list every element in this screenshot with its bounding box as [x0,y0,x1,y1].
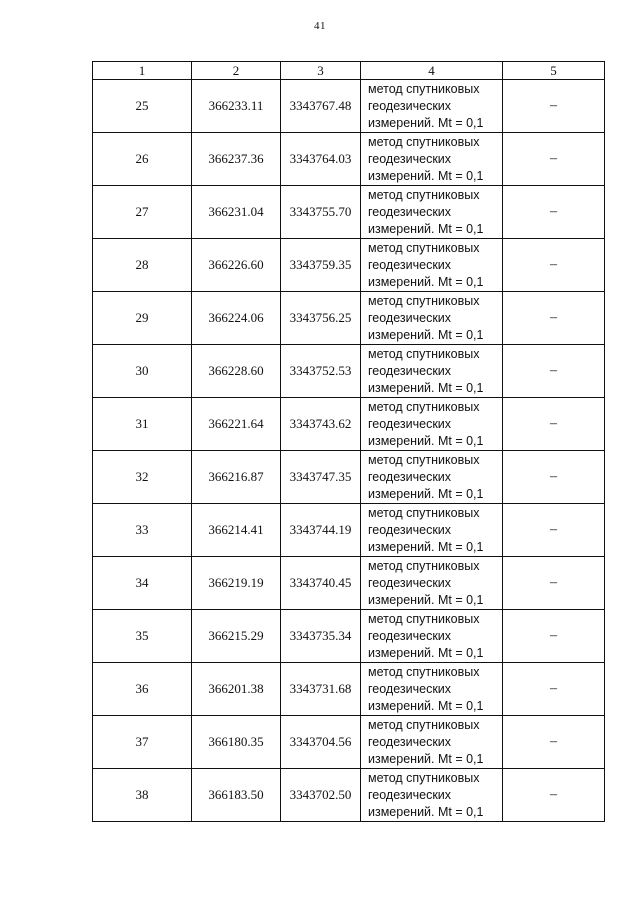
x-coordinate-cell: 366224.06 [192,292,281,345]
point-number-cell: 30 [93,345,192,398]
point-number-cell: 37 [93,716,192,769]
note-cell: – [503,769,605,822]
method-line: измерений. Mt = 0,1 [368,274,484,289]
table-row [93,186,605,239]
method-cell [361,557,503,610]
method-cell [361,504,503,557]
point-number-cell: 33 [93,504,192,557]
note-cell: – [503,610,605,663]
x-coordinate-cell: 366180.35 [192,716,281,769]
point-number-cell: 25 [93,80,192,133]
point-number-cell: 28 [93,239,192,292]
table-header-row [93,62,605,80]
column-header: 2 [192,62,281,80]
method-cell [361,398,503,451]
method-line: метод спутниковых [368,240,480,255]
method-line: геодезических [368,204,452,219]
x-coordinate-cell: 366237.36 [192,133,281,186]
note-cell: – [503,292,605,345]
x-coordinate-cell: 366216.87 [192,451,281,504]
x-coordinate-cell: 366183.50 [192,769,281,822]
note-cell: – [503,716,605,769]
note-cell: – [503,345,605,398]
table-row [93,663,605,716]
method-cell [361,186,503,239]
table-row [93,451,605,504]
method-line: геодезических [368,681,452,696]
y-coordinate-cell: 3343702.50 [281,769,361,822]
x-coordinate-cell: 366214.41 [192,504,281,557]
column-header: 5 [503,62,605,80]
note-cell: – [503,451,605,504]
method-line: метод спутниковых [368,187,480,202]
column-header: 1 [93,62,192,80]
method-cell [361,716,503,769]
method-cell [361,239,503,292]
method-line: измерений. Mt = 0,1 [368,486,484,501]
point-number-cell: 34 [93,557,192,610]
x-coordinate-cell: 366215.29 [192,610,281,663]
table-row [93,769,605,822]
x-coordinate-cell: 366221.64 [192,398,281,451]
x-coordinate-cell: 366228.60 [192,345,281,398]
method-line: геодезических [368,575,452,590]
table-row [93,398,605,451]
note-cell: – [503,504,605,557]
point-number-cell: 26 [93,133,192,186]
x-coordinate-cell: 366201.38 [192,663,281,716]
y-coordinate-cell: 3343767.48 [281,80,361,133]
point-number-cell: 38 [93,769,192,822]
table-row [93,292,605,345]
note-cell: – [503,239,605,292]
method-line: метод спутниковых [368,611,480,626]
method-line: геодезических [368,310,452,325]
method-line: метод спутниковых [368,770,480,785]
method-cell [361,292,503,345]
table-row [93,716,605,769]
method-line: измерений. Mt = 0,1 [368,433,484,448]
coordinates-table [92,61,605,822]
x-coordinate-cell: 366233.11 [192,80,281,133]
method-line: геодезических [368,257,452,272]
note-cell: – [503,186,605,239]
table-row [93,345,605,398]
method-cell [361,769,503,822]
page-number: 41 [314,20,326,32]
y-coordinate-cell: 3343752.53 [281,345,361,398]
method-line: измерений. Mt = 0,1 [368,804,484,819]
note-cell: – [503,80,605,133]
y-coordinate-cell: 3343747.35 [281,451,361,504]
method-line: геодезических [368,151,452,166]
column-header: 4 [361,62,503,80]
note-cell: – [503,133,605,186]
y-coordinate-cell: 3343740.45 [281,557,361,610]
y-coordinate-cell: 3343743.62 [281,398,361,451]
x-coordinate-cell: 366231.04 [192,186,281,239]
point-number-cell: 29 [93,292,192,345]
y-coordinate-cell: 3343755.70 [281,186,361,239]
method-line: измерений. Mt = 0,1 [368,168,484,183]
method-line: метод спутниковых [368,452,480,467]
method-line: измерений. Mt = 0,1 [368,115,484,130]
method-line: геодезических [368,628,452,643]
method-line: геодезических [368,363,452,378]
method-line: геодезических [368,734,452,749]
method-line: измерений. Mt = 0,1 [368,221,484,236]
y-coordinate-cell: 3343756.25 [281,292,361,345]
table-body [93,80,605,822]
point-number-cell: 27 [93,186,192,239]
method-line: геодезических [368,98,452,113]
point-number-cell: 32 [93,451,192,504]
method-line: метод спутниковых [368,81,480,96]
x-coordinate-cell: 366226.60 [192,239,281,292]
y-coordinate-cell: 3343704.56 [281,716,361,769]
table-row [93,557,605,610]
method-line: измерений. Mt = 0,1 [368,380,484,395]
note-cell: – [503,398,605,451]
method-line: геодезических [368,787,452,802]
note-cell: – [503,557,605,610]
table-row [93,610,605,663]
method-line: метод спутниковых [368,717,480,732]
point-number-cell: 35 [93,610,192,663]
y-coordinate-cell: 3343744.19 [281,504,361,557]
method-line: геодезических [368,522,452,537]
point-number-cell: 31 [93,398,192,451]
y-coordinate-cell: 3343735.34 [281,610,361,663]
method-cell [361,133,503,186]
method-line: измерений. Mt = 0,1 [368,539,484,554]
method-cell [361,663,503,716]
method-line: измерений. Mt = 0,1 [368,698,484,713]
y-coordinate-cell: 3343764.03 [281,133,361,186]
method-cell [361,80,503,133]
method-line: метод спутниковых [368,505,480,520]
method-cell [361,610,503,663]
method-line: геодезических [368,416,452,431]
x-coordinate-cell: 366219.19 [192,557,281,610]
method-line: метод спутниковых [368,664,480,679]
y-coordinate-cell: 3343731.68 [281,663,361,716]
table-row [93,504,605,557]
method-line: измерений. Mt = 0,1 [368,645,484,660]
method-line: метод спутниковых [368,558,480,573]
method-line: метод спутниковых [368,134,480,149]
y-coordinate-cell: 3343759.35 [281,239,361,292]
method-line: измерений. Mt = 0,1 [368,592,484,607]
method-line: метод спутниковых [368,293,480,308]
method-line: метод спутниковых [368,346,480,361]
table-row [93,80,605,133]
column-header: 3 [281,62,361,80]
method-cell [361,451,503,504]
note-cell: – [503,663,605,716]
table-row [93,133,605,186]
method-line: измерений. Mt = 0,1 [368,327,484,342]
table-row [93,239,605,292]
method-line: метод спутниковых [368,399,480,414]
point-number-cell: 36 [93,663,192,716]
method-line: измерений. Mt = 0,1 [368,751,484,766]
method-line: геодезических [368,469,452,484]
method-cell [361,345,503,398]
